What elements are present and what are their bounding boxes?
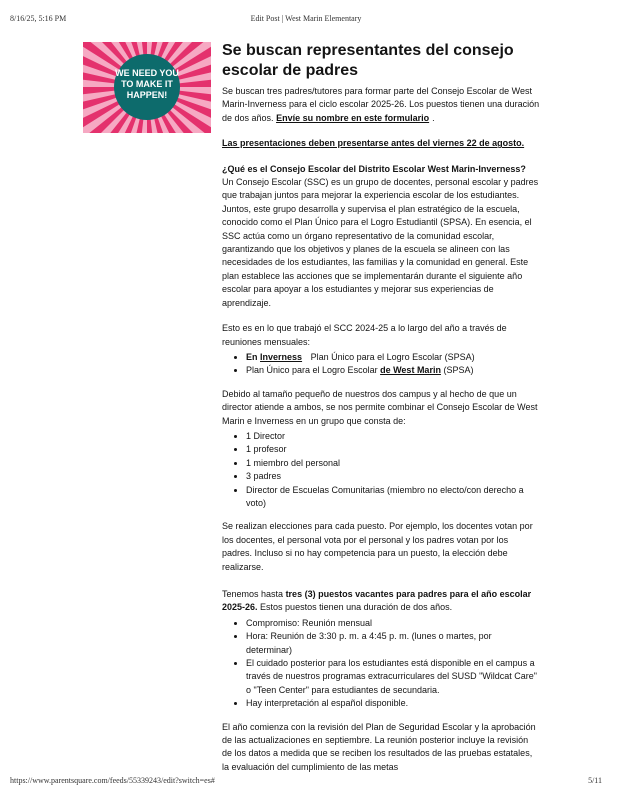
form-link[interactable]: Envíe su nombre en este formulario [276,112,430,123]
list-item: • 1 Director [246,430,540,443]
hero-line-2: TO MAKE IT [121,79,173,89]
list-item: • Director de Escuelas Comunitarias (miembro no electo/con derecho a voto) [246,484,540,511]
print-footer [10,776,602,788]
work-item-suffix: (SPSA) [443,365,474,376]
list-item: • 1 miembro del personal [246,457,540,470]
print-page-title: Edit Post | West Marin Elementary [250,14,362,23]
list-item: • 3 padres [246,470,540,483]
west-marin-link[interactable]: de West Marin [380,365,441,376]
print-page-number: 5/11 [588,776,602,785]
post-content [222,41,540,786]
deadline-paragraph [222,137,540,150]
work-list [222,351,540,378]
details-list [222,617,540,711]
list-item: • Hora: Reunión de 3:30 p. m. a 4:45 p. m. (lunes o martes, por determinar) [246,630,540,657]
work-intro: Esto es en lo que trabajó el SCC 2024-25 a lo largo del año a través de reuniones mensuales: [222,323,507,347]
vacancies-bold: tres (3) puestos vacantes para padres para el año escolar 2025-26. [222,589,532,613]
vacancies-paragraph [222,588,540,615]
print-header [10,14,602,26]
list-item: • El cuidado posterior para los estudiantes está disponible en el campus a través de nuestros programas extracurriculares del SUSD "Wildcat Care" o "Teen Center" para estudiantes de secundaria. [246,657,540,697]
vacancies-pre: Tenemos hasta [222,589,284,599]
composition-intro: Debido al tamaño pequeño de nuestros dos campus y al hecho de que un director atiende a ambos, se nos permite combinar el Consejo Escolar de West Marin e Inverness en un grupo que consta de: [222,388,538,426]
work-item-prefix: En [246,351,258,362]
ssc-text: Un Consejo Escolar (SSC) es un grupo de docentes, personal escolar y padres que trabajan juntos para mejorar la experiencia escolar de los estudiantes. Juntos, este grupo desarrolla y supervisa el plan estratégico de la escuela, conocido como el Plan Único para el Logro Estudiantil (SPSA). En esencia, el SSC actúa como un órgano representativo de la comunidad escolar, garantizando que los objetivos y planes de la escuela se alineen con las necesidades de los estudiantes, las familias y la comunidad en general. Este plan establece las acciones que se implementarán durante el siguiente año escolar para apoyar a los estudiantes y mejorar sus experiencias de aprendizaje. [222,177,539,308]
deadline-text: Las presentaciones deben presentarse antes del viernes 22 de agosto. [222,138,525,149]
elections-paragraph: Se realizan elecciones para cada puesto. Por ejemplo, los docentes votan por los docentes, el personal vota por el personal y los padres votan por los padres. Incluso si no hay competencia para un puesto, la elección debe realizarse. [222,521,533,572]
inverness-link[interactable]: Inverness [260,351,303,362]
hero-image [83,42,211,133]
vacancies-post: Estos puestos tienen una duración de dos años. [260,602,453,613]
intro-text: Se buscan tres padres/tutores para formar parte del Consejo Escolar de West Marin-Inverness para el ciclo escolar 2025-26. Los puestos tienen una duración de dos años. [222,86,540,123]
we-need-you-graphic [83,42,211,133]
hero-line-1: WE NEED YOU [115,68,179,78]
hero-line-3: HAPPEN! [126,90,168,100]
print-url: https://www.parentsquare.com/feeds/55339243/edit?switch=es# [10,776,215,785]
list-item: • Compromiso: Reunión mensual [246,617,540,630]
composition-list [222,430,540,510]
post-title: Se buscan representantes del consejo escolar de padres [222,42,514,79]
work-item-text: Plan Único para el Logro Escolar [246,365,378,376]
intro-paragraph [222,85,540,125]
print-datetime: 8/16/25, 5:16 PM [10,14,67,23]
year-paragraph: El año comienza con la revisión del Plan de Seguridad Escolar y la aprobación de las actualizaciones en septiembre. La reunión posterior incluye la revisión de los datos a medida que se reciben los resultados de las pruebas estatales, la evaluación del cumplimiento de las metas [222,721,536,772]
list-item: • Hay interpretación al español disponible. [246,697,540,710]
intro-end: . [432,112,435,123]
ssc-paragraph [222,163,540,310]
list-item [246,364,540,377]
work-item-text: Plan Único para el Logro Escolar (SPSA) [310,351,475,362]
list-item: • 1 profesor [246,443,540,456]
list-item [246,351,540,364]
ssc-question: ¿Qué es el Consejo Escolar del Distrito Escolar West Marin-Inverness? [222,163,526,174]
